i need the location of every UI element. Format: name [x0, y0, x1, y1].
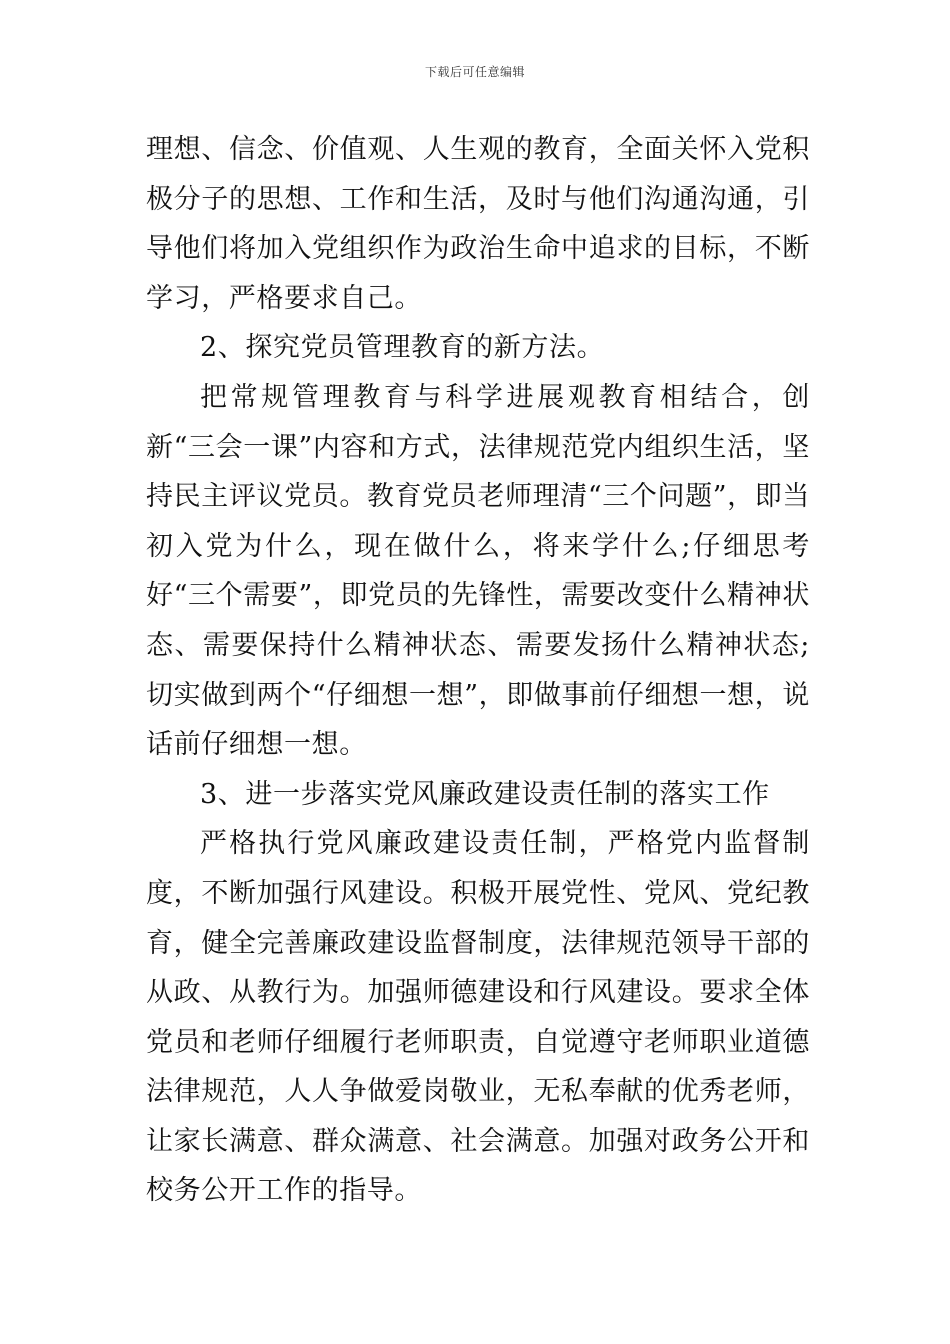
document-body — [146, 125, 810, 1216]
page-header-note: 下载后可任意编辑 — [424, 65, 525, 79]
paragraph-continued: 理想、信念、价值观、人生观的教育，全面关怀入党积极分子的思想、工作和生活，及时与他们沟通沟通，引导他们将加入党组织作为政治生命中追求的目标，不断学习，严格要求自己。 — [146, 134, 810, 314]
paragraph-party-education: 把常规管理教育与科学进展观教育相结合，创新“三会一课”内容和方式，法律规范党内组织生活，坚持民主评议党员。教育党员老师理清“三个问题”，即当初入党为什么，现在做什么，将来学什么;仔细思考好“三个需要”，即党员的先锋性，需要改变什么精神状态、需要保持什么精神状态、需要发扬什么精神状态;切实做到两个“仔细想一想”，即做事前仔细想一想，说话前仔细想一想。 — [146, 381, 810, 761]
section-heading-3: 3、进一步落实党风廉政建设责任制的落实工作 — [200, 778, 770, 810]
section-heading-2: 2、探究党员管理教育的新方法。 — [200, 332, 605, 364]
paragraph-integrity-work: 严格执行党风廉政建设责任制，严格党内监督制度，不断加强行风建设。积极开展党性、党风、党纪教育，健全完善廉政建设监督制度，法律规范领导干部的从政、从教行为。加强师德建设和行风建设。要求全体党员和老师仔细履行老师职责，自觉遵守老师职业道德法律规范，人人争做爱岗敬业，无私奉献的优秀老师，让家长满意、群众满意、社会满意。加强对政务公开和校务公开工作的指导。 — [146, 828, 810, 1207]
